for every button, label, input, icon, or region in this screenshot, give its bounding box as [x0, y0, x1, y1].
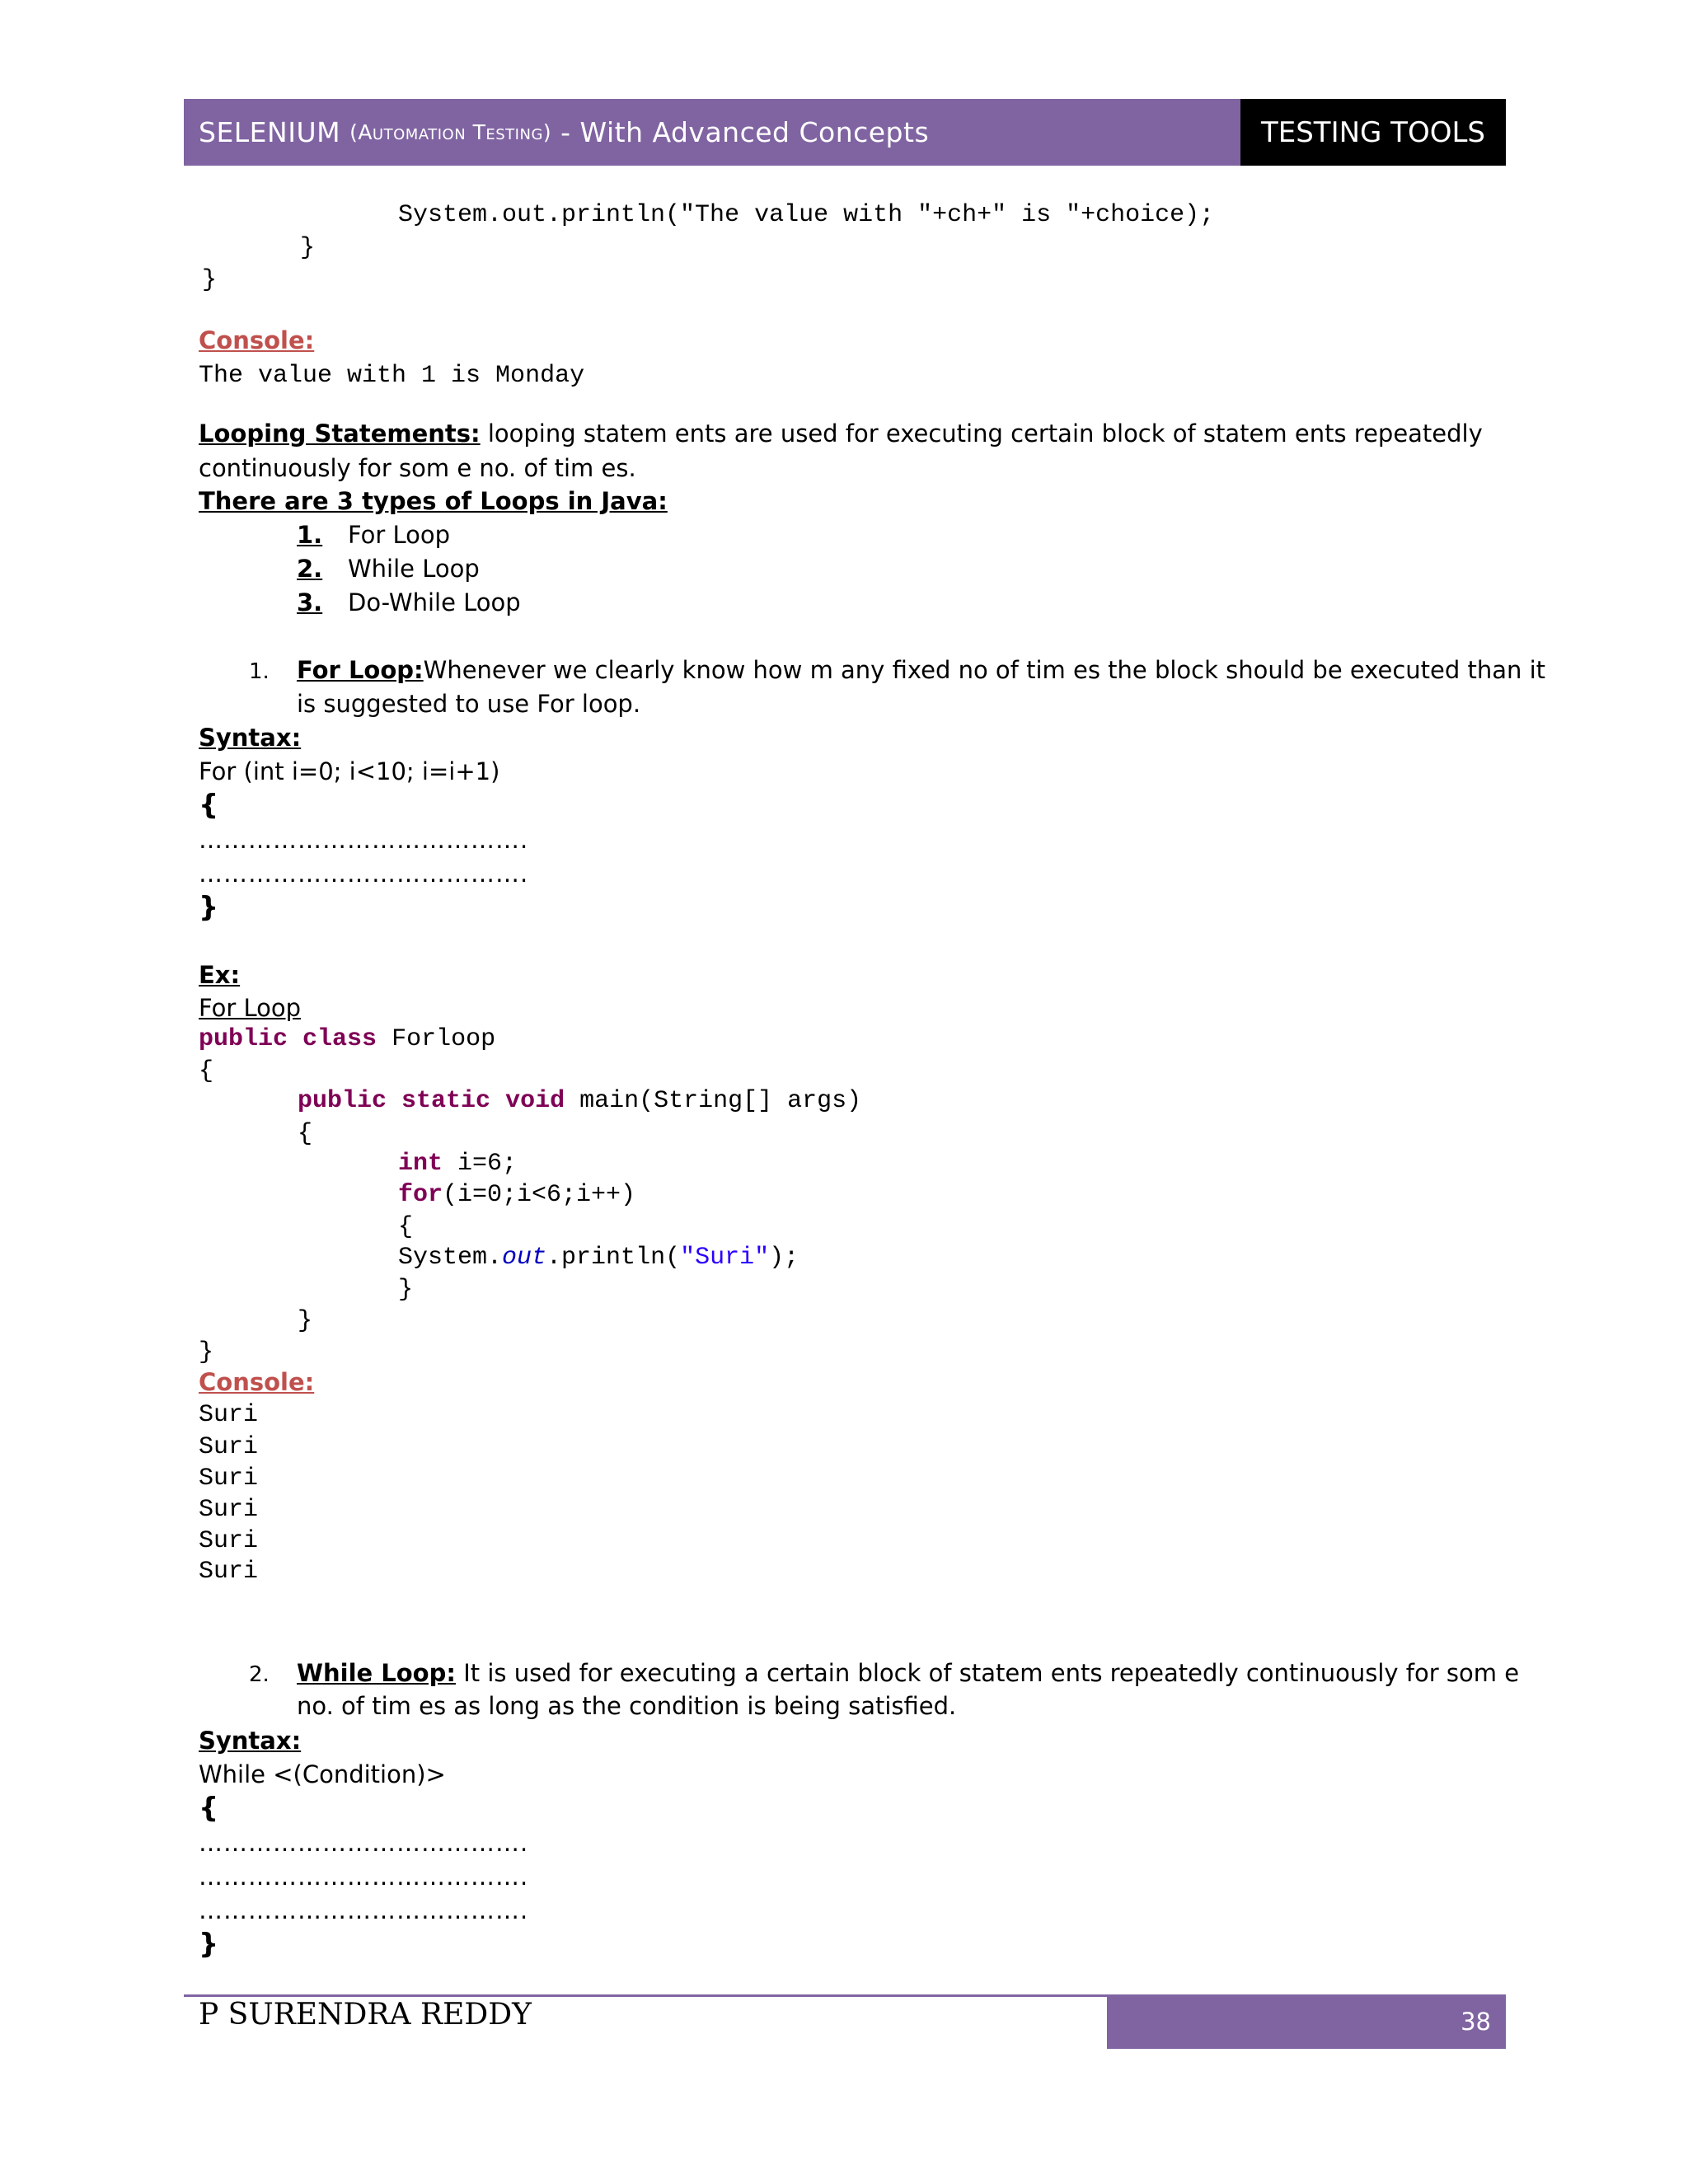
console-output: Suri	[199, 1401, 259, 1429]
code-line	[398, 1148, 517, 1179]
string-literal: "Suri"	[680, 1244, 770, 1272]
field: out	[502, 1244, 547, 1272]
placeholder-dots: ………………………………….	[199, 1896, 529, 1924]
footer-rule	[184, 1994, 1107, 1997]
code-line: System.out.println("The value with "+ch+" is "+choice);	[398, 201, 1215, 229]
while-loop-text-2: no. of tim es as long as the condition is being satisfied.	[297, 1692, 957, 1720]
class-name: Forloop	[392, 1025, 496, 1053]
method-signature: main(String[] args)	[579, 1087, 862, 1115]
looping-paragraph	[199, 417, 1483, 451]
code-line: }	[298, 1307, 313, 1335]
code-line	[398, 1242, 799, 1273]
statement: i=6;	[457, 1150, 518, 1178]
looping-text: looping statem ents are used for executing certain block of statem ents repeatedly	[480, 419, 1483, 448]
console-output: Suri	[199, 1433, 259, 1461]
page-header	[184, 99, 1506, 166]
keyword: static	[401, 1087, 491, 1115]
keyword: int	[398, 1150, 443, 1178]
code-line: }	[398, 1276, 414, 1304]
statement: System.	[398, 1244, 503, 1272]
console-output: Suri	[199, 1527, 259, 1555]
code-line	[298, 1085, 861, 1117]
for-loop-text-2: is suggested to use For loop.	[297, 690, 641, 718]
title-main: SELENIUM	[199, 116, 341, 148]
keyword: for	[398, 1181, 443, 1209]
console-label: Console:	[199, 1368, 315, 1396]
page-footer	[184, 1994, 1506, 2049]
for-loop-text: Whenever we clearly know how m any fixed no of tim es the block should be executed than it	[423, 656, 1546, 684]
placeholder-dots: ………………………………….	[199, 1863, 529, 1891]
statement: (i=0;i<6;i++)	[443, 1181, 636, 1209]
document-title	[184, 99, 1240, 166]
for-loop-paragraph	[297, 654, 1545, 687]
console-label: Console:	[199, 326, 315, 354]
code-line	[199, 1024, 495, 1055]
close-brace: }	[199, 891, 219, 924]
placeholder-dots: ………………………………….	[199, 826, 529, 854]
example-title: For Loop	[199, 994, 302, 1022]
close-brace: }	[199, 1928, 219, 1961]
list-number: 3.	[297, 588, 323, 616]
loop-types-heading: There are 3 types of Loops in Java:	[199, 487, 668, 515]
keyword: public	[199, 1025, 288, 1053]
console-output: Suri	[199, 1465, 259, 1493]
keyword: class	[302, 1025, 377, 1053]
open-brace: {	[199, 1792, 219, 1825]
example-label: Ex:	[199, 961, 241, 989]
syntax-label: Syntax:	[199, 1727, 302, 1755]
list-item	[297, 586, 521, 620]
keyword: void	[505, 1087, 565, 1115]
looping-heading: Looping Statements:	[199, 419, 481, 448]
list-label: While Loop	[348, 555, 480, 583]
syntax-line: For (int i=0; i<10; i=i+1)	[199, 757, 500, 785]
section-label: TESTING TOOLS	[1240, 99, 1506, 166]
code-line: }	[202, 266, 218, 294]
list-item	[297, 552, 480, 586]
code-line: {	[398, 1213, 414, 1241]
statement: .println(	[546, 1244, 681, 1272]
keyword: public	[298, 1087, 387, 1115]
open-brace: {	[199, 789, 219, 822]
code-line: }	[300, 234, 316, 262]
code-line: {	[199, 1057, 214, 1085]
syntax-line: While <(Condition)>	[199, 1760, 446, 1788]
placeholder-dots: ………………………………….	[199, 1829, 529, 1857]
code-line	[398, 1179, 635, 1211]
author-name: P SURENDRA REDDY	[199, 1998, 532, 2032]
console-output: Suri	[199, 1558, 259, 1586]
code-line: }	[199, 1338, 214, 1366]
title-small: (Automation Testing)	[349, 120, 552, 144]
syntax-label: Syntax:	[199, 724, 302, 752]
list-label: For Loop	[348, 521, 451, 549]
while-loop-paragraph	[297, 1657, 1519, 1690]
console-output: The value with 1 is Monday	[199, 362, 585, 390]
for-loop-heading: For Loop:	[297, 656, 424, 684]
section-number: 1.	[249, 659, 270, 684]
list-label: Do-While Loop	[348, 588, 521, 616]
placeholder-dots: ………………………………….	[199, 860, 529, 888]
list-number: 2.	[297, 555, 323, 583]
statement: );	[769, 1244, 799, 1272]
code-line: {	[298, 1120, 313, 1148]
list-item	[297, 518, 450, 552]
list-number: 1.	[297, 521, 323, 549]
section-number: 2.	[249, 1662, 270, 1687]
console-output: Suri	[199, 1496, 259, 1524]
page-number: 38	[1107, 1994, 1506, 2049]
while-loop-heading: While Loop:	[297, 1659, 456, 1687]
title-rest: - With Advanced Concepts	[560, 116, 930, 148]
looping-text-2: continuously for som e no. of tim es.	[199, 454, 636, 482]
while-loop-text: It is used for executing a certain block of statem ents repeatedly continuously for som e	[463, 1659, 1520, 1687]
